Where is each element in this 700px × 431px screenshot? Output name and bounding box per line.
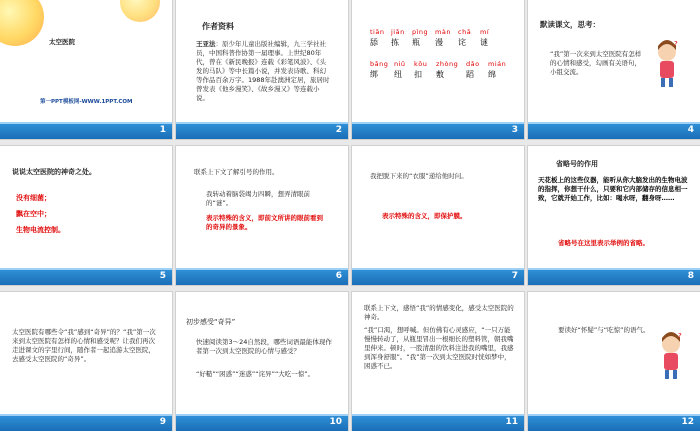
pinyin-row-2: bǎng niǔ kōu zhòng dǎo mián [370,60,507,68]
slide-line: 我转动着脑袋竭力四瞬，想弄清眼前的“谜”。 [206,190,310,207]
slide-line: 我把脱下来的“衣服”递给他时问。 [370,172,468,180]
slide-thumbnail-5[interactable] [0,146,172,285]
slide-number: 6 [335,271,342,281]
slide-line: 联系上下文了解引号的作用。 [194,168,279,176]
slide-body: “我”第一次来到太空医院有怎样的心情和感受，勾画有关语句，小组交流。 [550,50,642,76]
slide-number: 4 [687,125,694,135]
slide-number: 12 [681,417,694,427]
slide-body: 快速阅读第3～24自然段，哪些词语最能体现作者第一次到太空医院的心情与感受？ [196,338,332,355]
slide-body: 太空医院有哪些令“我”感到“奇异”的？“我”第一次来到太空医院有怎样的心情和感受呢？让我们再次走进课文的字里行间，随作者一起追游太空医院，去感受太空医院的“奇异”。 [12,328,156,363]
slide-heading: 默读课文，思考： [540,20,600,29]
slide-heading: 作者资料 [202,22,234,31]
slide-number: 11 [505,417,518,427]
slide-thumbnail-8[interactable] [528,146,700,285]
pinyin-row-1: tiān jiǎn pìng màn chā mí [370,28,490,36]
girl-illustration [656,332,686,380]
slide-body: 要读好“怀疑”与“吃惊”的语气。 [558,326,650,334]
slide-number: 9 [159,417,166,427]
list-item: 生物电流控制。 [16,226,65,234]
slide-body: 天花板上的这些仪器，能听从你大脑发出的生物电波的指挥，你想干什么，只要和它内部储存的信息相一致，它就开始工作，比如：喝水呀，翻身呀…… [538,176,688,202]
slide-thumbnail-1[interactable] [0,0,172,139]
slide-answer: 表示特殊的含义，即保护膜。 [382,212,467,220]
slide-thumbnail-2[interactable] [176,0,348,139]
slide-number: 8 [687,271,694,281]
slide-footer: 第一PPT模板网-WWW.1PPT.COM [40,99,133,105]
list-item: 没有细菌； [16,194,51,202]
slide-body [196,40,331,103]
slide-number: 3 [511,125,518,135]
slide-body-intro: 联系上下文，感悟“我”的情感变化，感受太空医院的神奇。 [364,304,514,321]
slide-heading: 省略号的作用 [556,160,598,168]
slide-thumbnail-11[interactable] [352,292,524,431]
slide-number: 5 [159,271,166,281]
slide-heading: 初步感受“奇异” [186,318,236,326]
slide-words: “好糙”“困惑”“迷惑”“诧异”“大吃一惊”。 [196,370,315,378]
svg-text:?: ? [674,40,678,48]
slide-title: 太空医院 [49,38,75,46]
slide-body: “我”口渴，想呼喊。但仿佛有心灵感应，“一只万能慢慢转动了，从瓶里冒出一根细长的塑料管，朝我嘴里伸来。顿时，一股清甜的饮料注进我的嘴里，我感到浑身舒服”。“我”第一次到太空医院时恍如梦中，困惑不已。 [364,326,514,370]
slide-thumbnail-10[interactable] [176,292,348,431]
slide-heading: 说说太空医院的神奇之处。 [12,168,96,176]
slide-answer: 省略号在这里表示举例的省略。 [558,239,649,247]
planet-decoration [120,0,160,22]
girl-illustration [652,40,682,88]
slide-number: 7 [511,271,518,281]
slide-thumbnail-4[interactable] [528,0,700,139]
slide-thumbnail-9[interactable] [0,292,172,431]
slide-number: 10 [329,417,342,427]
slide-answer: 表示特殊的含义，即前文所讲的眼前看到的奇异的景象。 [206,214,323,231]
hanzi-row-2: 绑 纽 扣 敷 蹈 绵 [370,70,499,79]
slide-number: 1 [159,125,166,135]
author-bio: ：原少年儿童出版社编辑，九三学社社员，中国科普作协第一届理事。上世纪80年代，曾在《新民晚报》连载《彩笔风波》、《头发的马队》等中长篇小说，并发表诗歌、科幻等作品百余万字。1988年赴澳洲定居，旅居时曾发表《他乡漫笑》、《故乡漫又》等连载小说。 [196,40,330,102]
slide-number: 2 [335,125,342,135]
author-name: 王亚法 [196,40,216,48]
slide-thumbnail-12[interactable] [528,292,700,431]
svg-text:?: ? [678,332,682,340]
sun-decoration [0,0,44,46]
slide-thumbnail-3[interactable] [352,0,524,139]
slide-thumbnail-6[interactable] [176,146,348,285]
slide-thumbnail-7[interactable] [352,146,524,285]
list-item: 飘在空中； [16,210,51,218]
hanzi-row-1: 舔 拣 瓶 漫 诧 谜 [370,38,491,47]
